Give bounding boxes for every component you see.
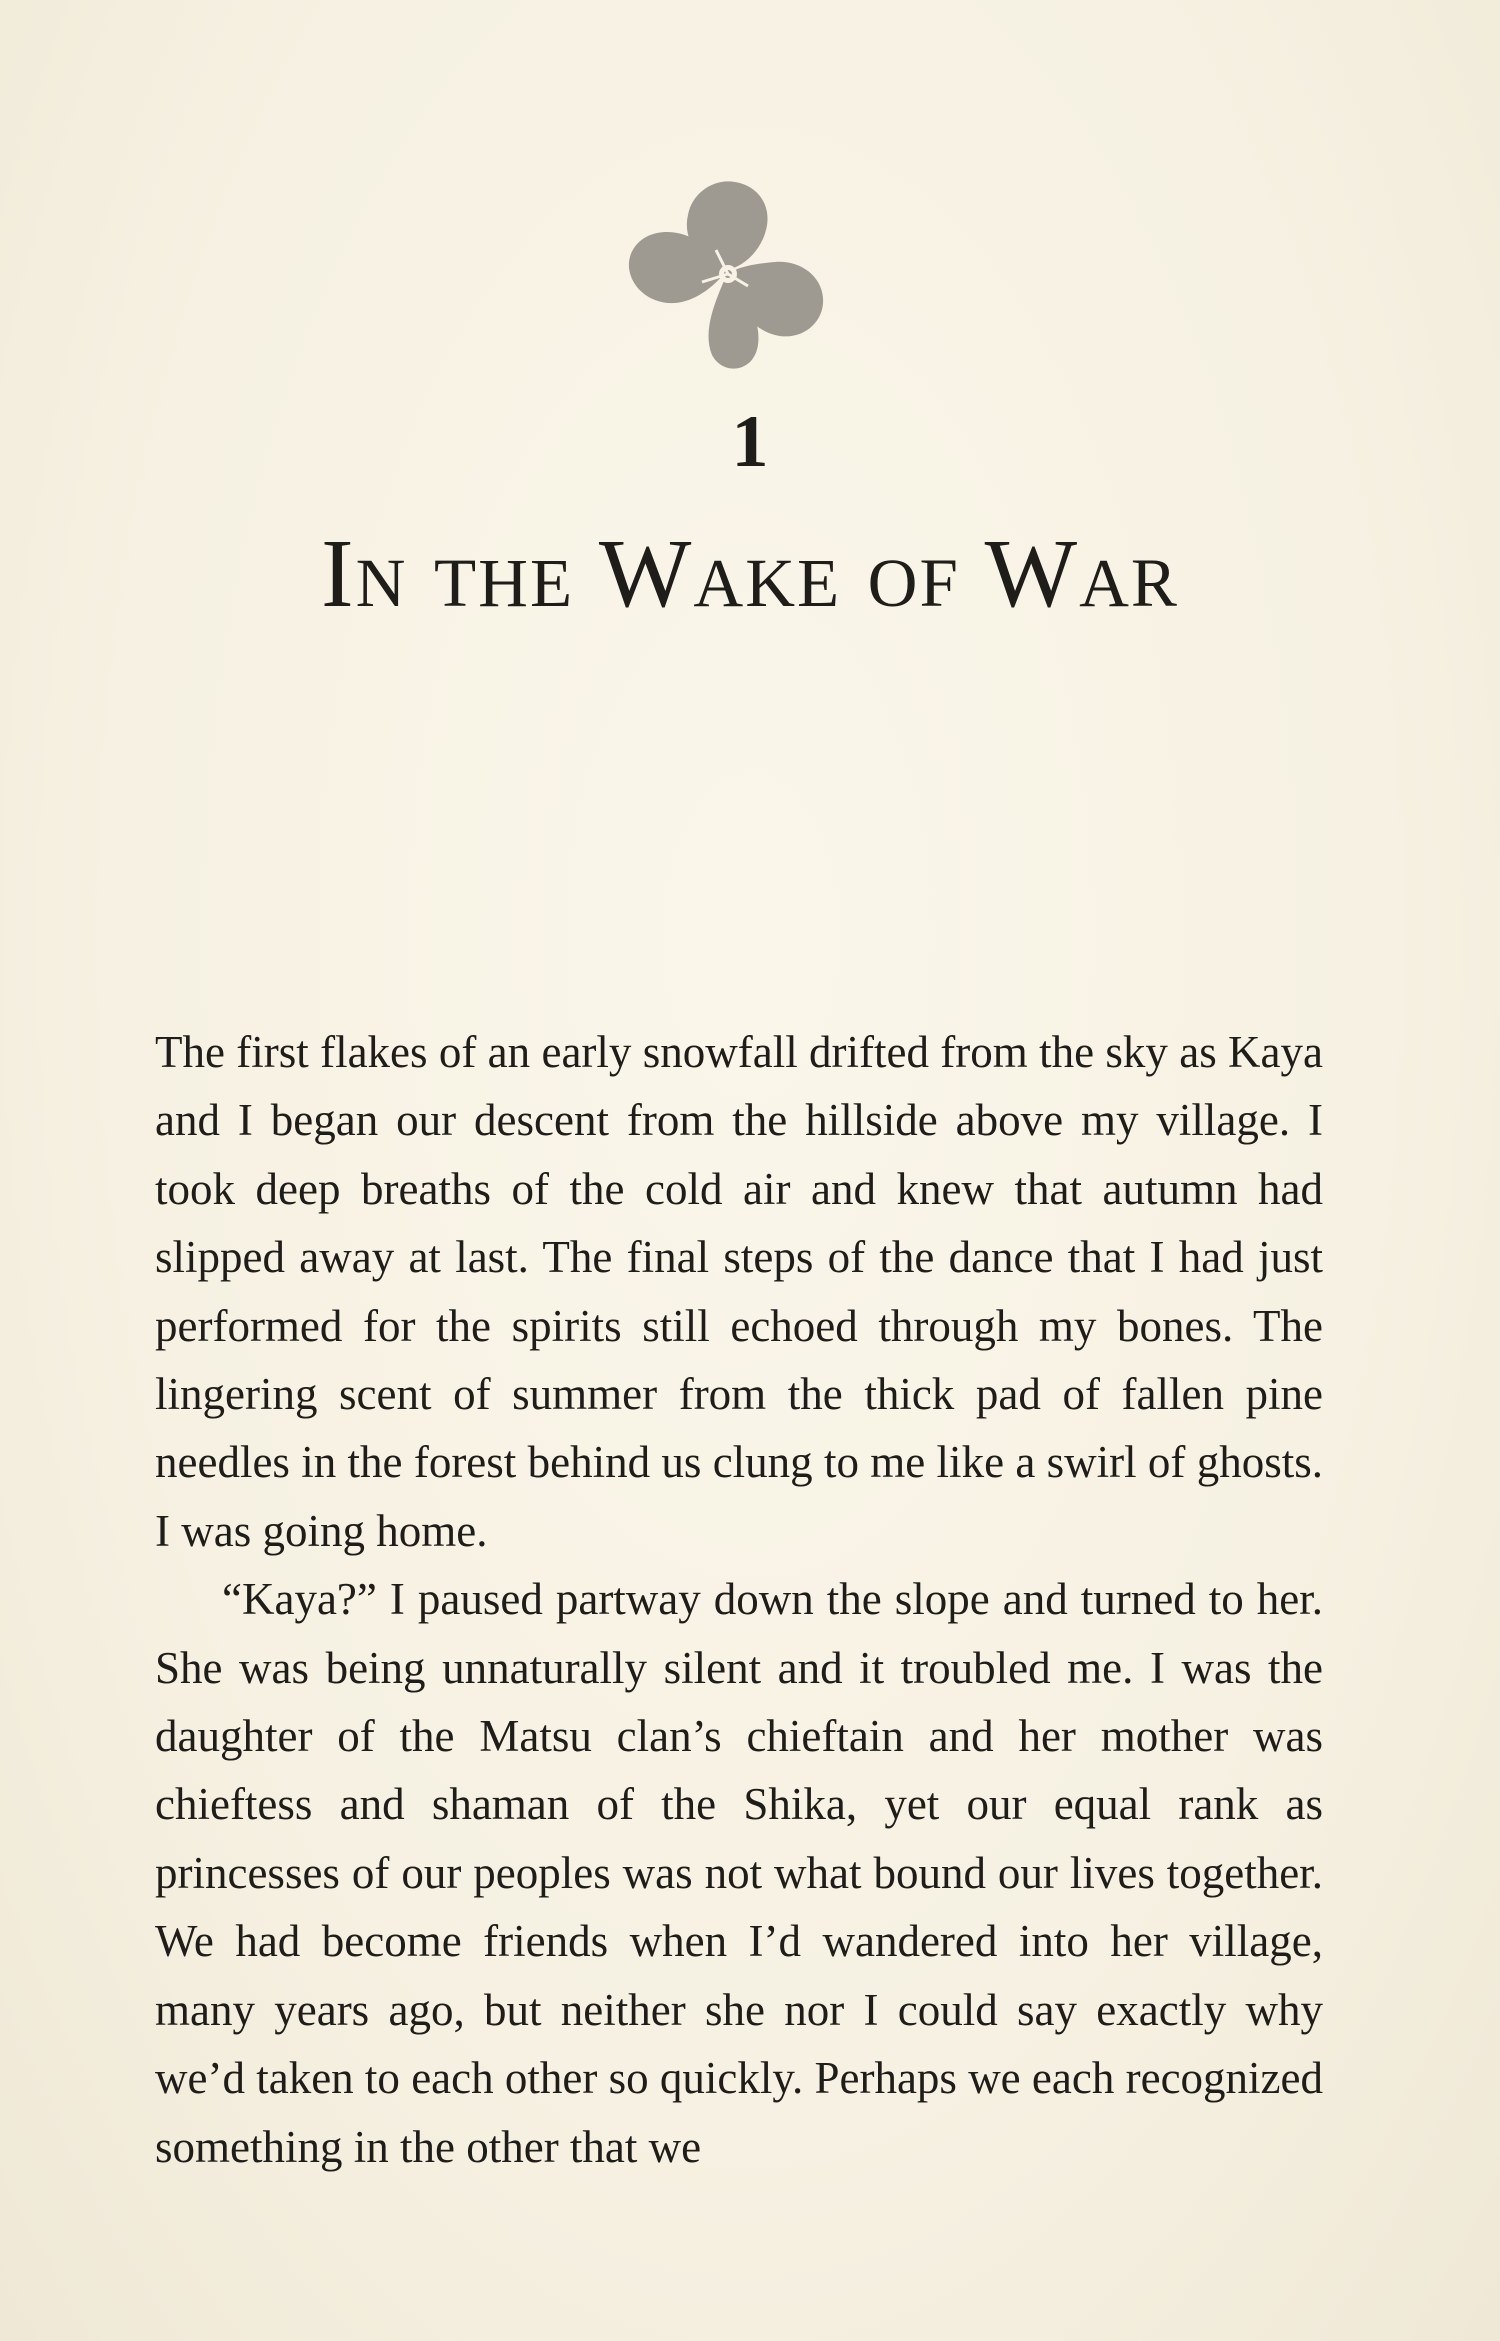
chapter-number: 1 bbox=[731, 401, 769, 483]
paragraph: The first flakes of an early snowfall drifted from the sky as Kaya and I began our descent from the hillside above my village. I took deep breaths of the cold air and knew that autumn had slipped away at last. The final steps of the dance that I had just performed for the spirits still echoed through my bones. The lingering scent of summer from the thick pad of fallen pine needles in the forest behind us clung to me like a swirl of ghosts. I was going home. bbox=[155, 1027, 1323, 1556]
chapter-body bbox=[155, 1018, 1323, 2181]
paragraph: “Kaya?” I paused partway down the slope and turned to her. She was being unnaturally silent and it troubled me. I was the daughter of the Matsu clan’s chieftain and her mother was chieftess and shaman of the Shika, yet our equal rank as princesses of our peoples was not what bound our lives together. We had become friends when I’d wandered into her village, many years ago, but neither she nor I could say exactly why we’d taken to each other so quickly. Perhaps we each recognized something in the other that we bbox=[155, 1574, 1323, 2172]
chapter-title: In the Wake of War bbox=[321, 520, 1179, 628]
clover-flower-icon bbox=[620, 170, 835, 375]
